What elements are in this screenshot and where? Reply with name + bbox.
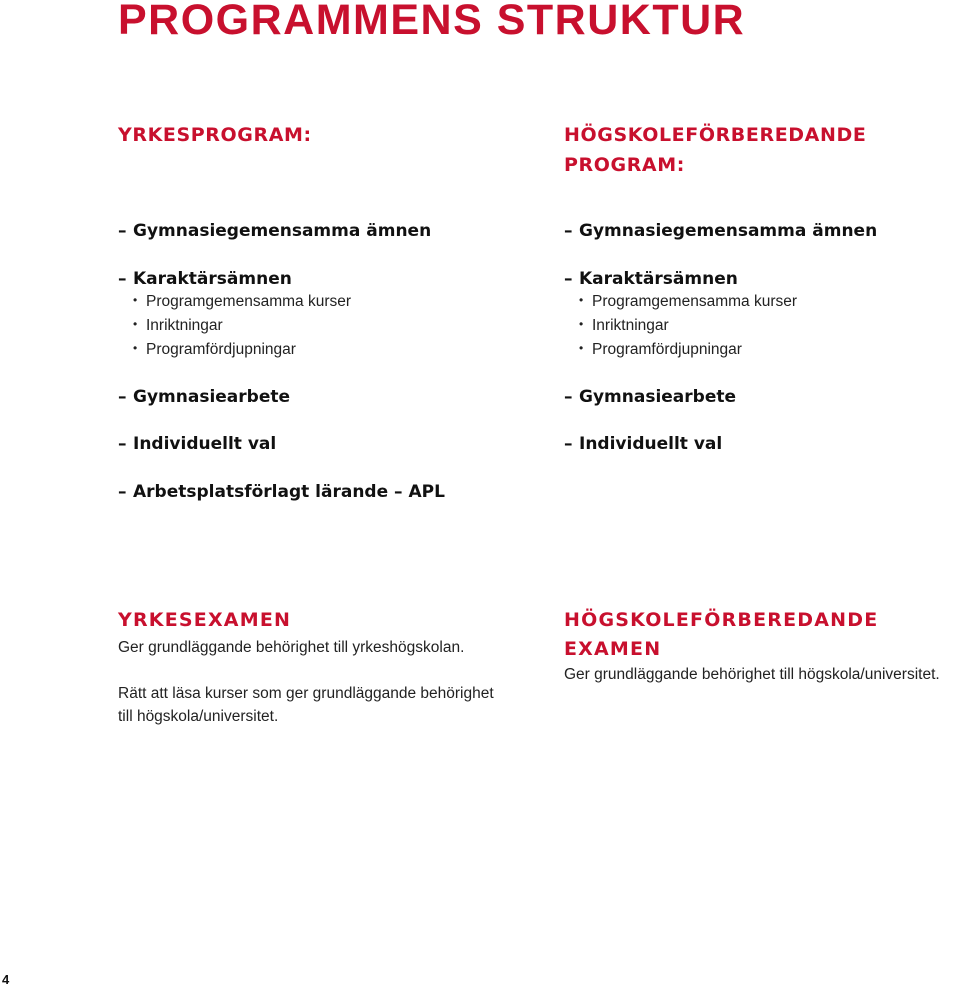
bullet-glyph: • [133,317,138,331]
bullet-glyph: • [133,341,138,355]
dash-glyph: – [118,269,127,289]
bullet-glyph: • [579,293,584,307]
list-item: • Programgemensamma kurser [133,290,351,314]
right-item-common-subjects [564,220,877,242]
item-label: Individuellt val [133,434,277,454]
left-item-workplace-learning [118,481,445,503]
vocational-exam-text-extra: Rätt att läsa kurser som ger grundläggande behörighet till högskola/universitet. [118,685,494,725]
item-label: Karaktärsämnen [133,269,292,289]
dash-glyph: – [564,434,573,454]
right-item-character-subjects [564,268,738,290]
preparatory-programs-heading: HÖGSKOLEFÖRBEREDANDE PROGRAM: [564,124,867,176]
dash-glyph: – [118,221,127,241]
dash-glyph: – [118,482,127,502]
right-item-diploma-project [564,386,736,408]
list-item: • Programfördjupningar [133,338,351,362]
item-label: Gymnasiegemensamma ämnen [133,221,432,241]
vocational-exam-text: Ger grundläggande behörighet till yrkeshögskolan. [118,639,465,656]
dash-glyph: – [564,221,573,241]
item-label: Gymnasiearbete [133,387,291,407]
left-character-subject-list [133,290,351,362]
item-label: Gymnasiegemensamma ämnen [579,221,878,241]
preparatory-exam-heading: HÖGSKOLEFÖRBEREDANDE EXAMEN [564,609,879,660]
page-title: PROGRAMMENS STRUKTUR [118,0,746,44]
bullet-glyph: • [579,341,584,355]
vocational-exam-heading: YRKESEXAMEN [118,609,292,631]
page-number: 4 [2,972,10,987]
item-label: Karaktärsämnen [579,269,738,289]
list-item: • Programfördjupningar [579,338,797,362]
dash-glyph: – [118,434,127,454]
dash-glyph: – [564,269,573,289]
item-label: Gymnasiearbete [579,387,737,407]
item-label: Arbetsplatsförlagt lärande – APL [133,482,445,502]
list-item: • Inriktningar [133,314,351,338]
right-character-subject-list [579,290,797,362]
item-label: Individuellt val [579,434,723,454]
list-item: • Inriktningar [579,314,797,338]
right-item-individual-choice [564,433,722,455]
bullet-glyph: • [133,293,138,307]
dash-glyph: – [118,387,127,407]
bullet-glyph: • [579,317,584,331]
list-item: • Programgemensamma kurser [579,290,797,314]
left-item-common-subjects [118,220,431,242]
left-item-diploma-project [118,386,290,408]
left-item-character-subjects [118,268,292,290]
preparatory-exam-text: Ger grundläggande behörighet till högskola/universitet. [564,666,940,683]
left-item-individual-choice [118,433,276,455]
dash-glyph: – [564,387,573,407]
vocational-programs-heading: YRKESPROGRAM: [118,124,312,146]
